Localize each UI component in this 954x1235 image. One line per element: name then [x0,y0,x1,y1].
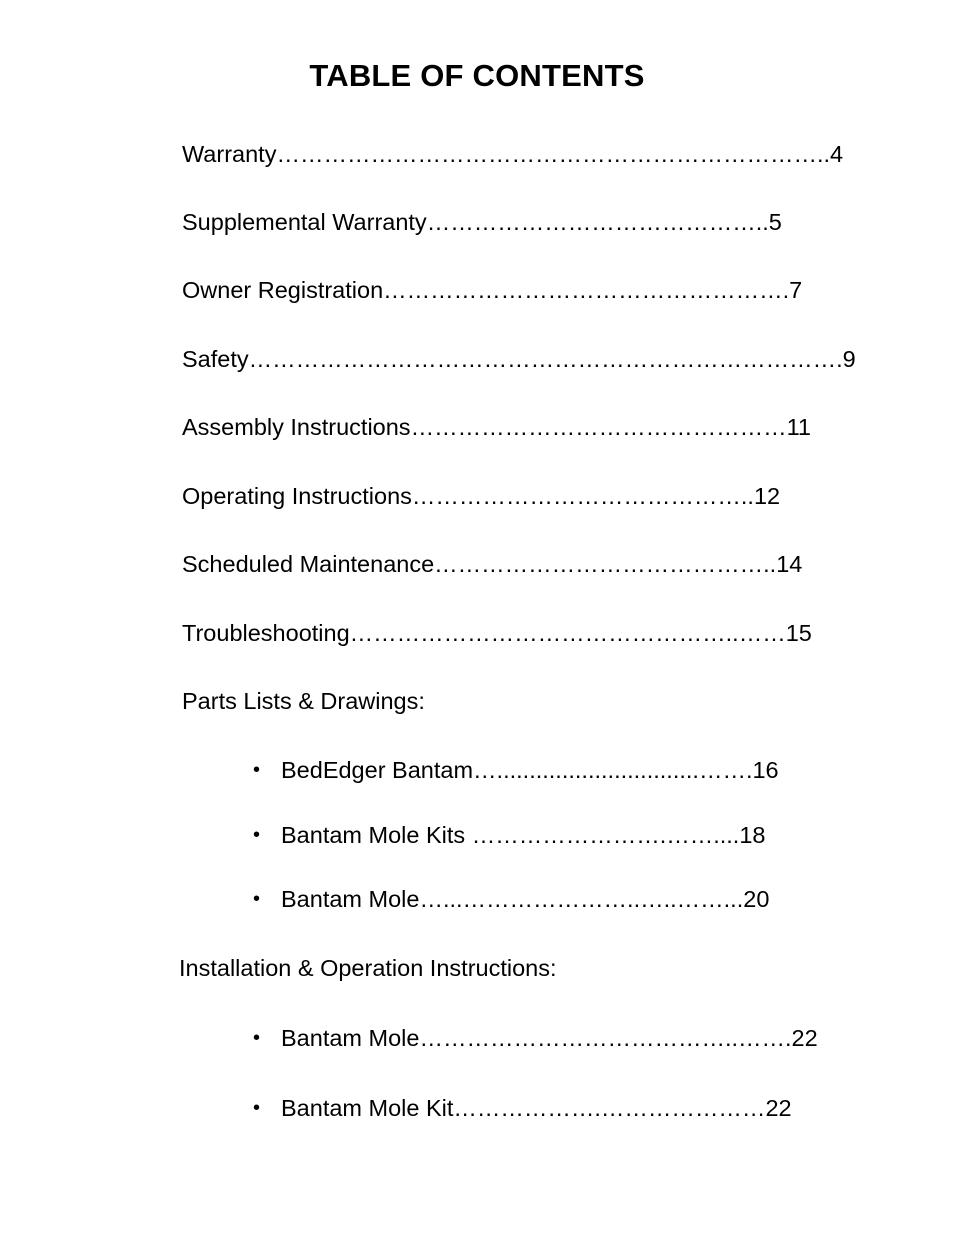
entry-label: Safety [182,346,249,372]
entry-page: 7 [789,277,803,303]
toc-entry-bantam-mole-kits [281,820,765,850]
entry-leader: …………………………………….. [426,209,769,235]
toc-entry-bededger-bantam [281,755,779,785]
entry-label: BedEdger Bantam [281,757,474,783]
toc-entry-bantam-mole [281,884,769,914]
entry-page: 20 [743,886,770,912]
entry-leader: ……………………………………………. [383,277,790,303]
section-heading-installation: Installation & Operation Instructions: [179,955,557,981]
bullet-icon: • [253,888,261,910]
entry-page: 12 [753,483,781,509]
entry-label: Assembly Instructions [182,414,411,440]
entry-page: 22 [765,1095,792,1121]
bullet-icon: • [253,1097,261,1119]
toc-entry-scheduled-maintenance [182,549,802,579]
toc-entry-warranty [182,139,843,169]
entry-label: Bantam Mole [281,886,420,912]
entry-page: 16 [752,757,779,783]
bullet-icon: • [253,824,261,846]
entry-page: 14 [776,551,803,577]
toc-entry-operating-instructions [182,481,780,511]
entry-page: 9 [842,346,856,372]
toc-entry-owner-registration [182,275,802,305]
toc-entry-assembly-instructions [182,412,811,442]
entry-leader: …...............................……. [473,757,753,783]
entry-page: 22 [791,1025,818,1051]
entry-label: Scheduled Maintenance [182,551,435,577]
entry-leader: ………………………………………… [410,414,787,440]
entry-label: Bantam Mole Kit [281,1095,454,1121]
entry-leader: …………………………………..……. [419,1025,792,1051]
toc-entry-troubleshooting [182,618,812,648]
toc-entry-safety [182,344,856,374]
entry-label: Owner Registration [182,277,384,303]
entry-page: 18 [739,822,766,848]
bullet-icon: • [253,1027,261,1049]
toc-entry-supplemental-warranty [182,207,782,237]
entry-page: 5 [768,209,782,235]
toc-entry-install-bantam-mole [281,1023,818,1053]
section-heading-parts-lists: Parts Lists & Drawings: [182,688,425,714]
entry-label: Operating Instructions [182,483,412,509]
bullet-icon: • [253,759,261,781]
entry-label: Bantam Mole Kits [281,822,472,848]
entry-leader: ……………….………………… [453,1095,766,1121]
entry-label: Supplemental Warranty [182,209,427,235]
entry-label: Warranty [182,141,277,167]
entry-leader: …………………………………………..…… [349,620,786,646]
toc-entry-install-bantam-mole-kit [281,1093,792,1123]
entry-label: Troubleshooting [182,620,350,646]
entry-leader: …………………….…….... [471,822,740,848]
entry-leader: …………………………………….. [411,483,754,509]
entry-leader: …………………………………………………………………. [248,346,843,372]
entry-page: 4 [830,141,844,167]
entry-leader: …...…………………..…..……... [419,886,744,912]
entry-label: Bantam Mole [281,1025,420,1051]
entry-page: 11 [786,414,811,440]
entry-leader: …………………………………………………………….. [276,141,831,167]
entry-leader: …………………………………….. [434,551,777,577]
entry-page: 15 [785,620,812,646]
page-title: TABLE OF CONTENTS [309,58,645,93]
